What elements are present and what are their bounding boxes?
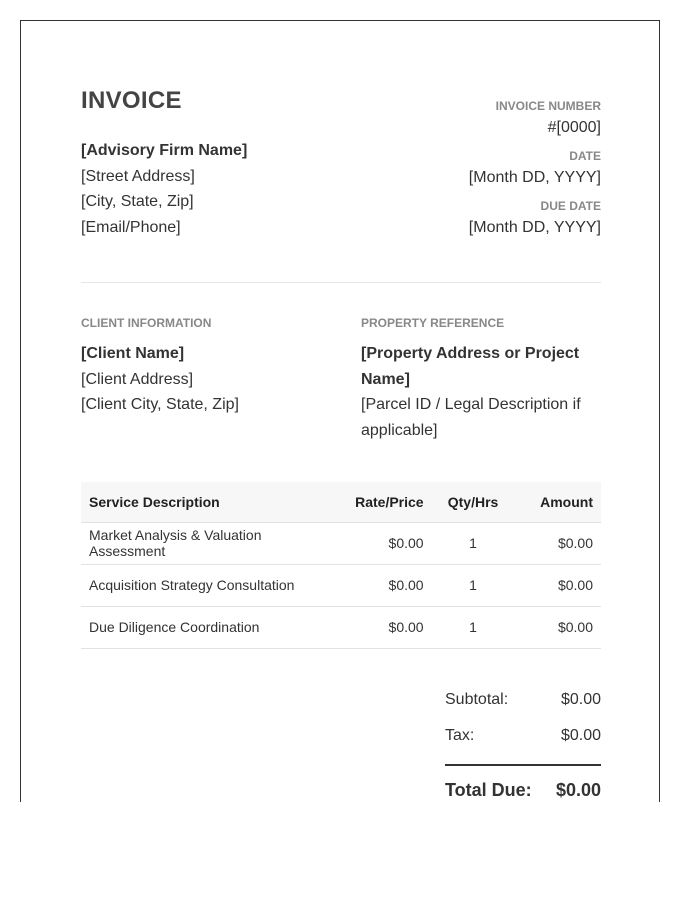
property-reference-label: PROPERTY REFERENCE: [361, 316, 505, 330]
row-qty: 1: [432, 522, 515, 564]
property-parcel: [Parcel ID / Legal Description if applicable]: [361, 396, 581, 439]
header-qty-hrs: Qty/Hrs: [432, 482, 515, 522]
table-header-row: [81, 482, 601, 522]
row-qty: 1: [432, 564, 515, 606]
invoice-title: INVOICE: [81, 87, 182, 114]
client-info-label: CLIENT INFORMATION: [81, 316, 212, 330]
client-info-text: [81, 341, 321, 418]
header-service-description: Service Description: [81, 482, 328, 522]
row-description: Acquisition Strategy Consultation: [81, 564, 328, 606]
total-due-row: [445, 766, 601, 811]
row-amount: $0.00: [514, 564, 601, 606]
firm-street: [Street Address]: [81, 167, 195, 185]
header-amount: Amount: [514, 482, 601, 522]
due-date-label: DUE DATE: [540, 199, 601, 213]
date-label: DATE: [569, 149, 601, 163]
row-amount: $0.00: [514, 606, 601, 648]
tax-row: [445, 718, 601, 754]
row-description: Due Diligence Coordination: [81, 606, 328, 648]
invoice-number-label: INVOICE NUMBER: [495, 99, 601, 113]
client-address: [Client Address]: [81, 370, 194, 388]
tax-value: $0.00: [560, 727, 601, 744]
due-date-value: [Month DD, YYYY]: [468, 219, 601, 236]
table-row: [81, 564, 601, 606]
total-due-label: Total Due:: [445, 780, 532, 800]
tax-label: Tax:: [445, 727, 475, 744]
table-row: [81, 522, 601, 564]
firm-contact: [Email/Phone]: [81, 218, 181, 236]
date-value: [Month DD, YYYY]: [468, 169, 601, 186]
row-qty: 1: [432, 606, 515, 648]
property-address: [Property Address or Project Name]: [361, 345, 580, 388]
subtotal-value: $0.00: [560, 691, 601, 708]
row-description: Market Analysis & Valuation Assessment: [81, 522, 328, 564]
client-city-state-zip: [Client City, State, Zip]: [81, 396, 239, 413]
row-amount: $0.00: [514, 522, 601, 564]
firm-details: [81, 138, 247, 240]
subtotal-label: Subtotal:: [445, 691, 509, 708]
header-rate-price: Rate/Price: [328, 482, 432, 522]
invoice-meta: [341, 99, 601, 249]
client-information: [81, 316, 321, 418]
row-rate: $0.00: [328, 564, 432, 606]
row-rate: $0.00: [328, 606, 432, 648]
firm-city-state-zip: [City, State, Zip]: [81, 193, 194, 210]
row-rate: $0.00: [328, 522, 432, 564]
totals-section: [445, 682, 601, 811]
total-due-value: $0.00: [555, 780, 601, 800]
invoice-number-value: #[0000]: [547, 119, 601, 136]
services-table: [81, 482, 601, 649]
table-row: [81, 606, 601, 648]
subtotal-row: [445, 682, 601, 718]
invoice-page: [20, 20, 660, 802]
firm-name: [Advisory Firm Name]: [81, 142, 248, 159]
property-reference: [361, 316, 601, 443]
client-name: [Client Name]: [81, 345, 185, 362]
header-divider: [81, 282, 601, 283]
property-reference-text: [361, 341, 601, 443]
